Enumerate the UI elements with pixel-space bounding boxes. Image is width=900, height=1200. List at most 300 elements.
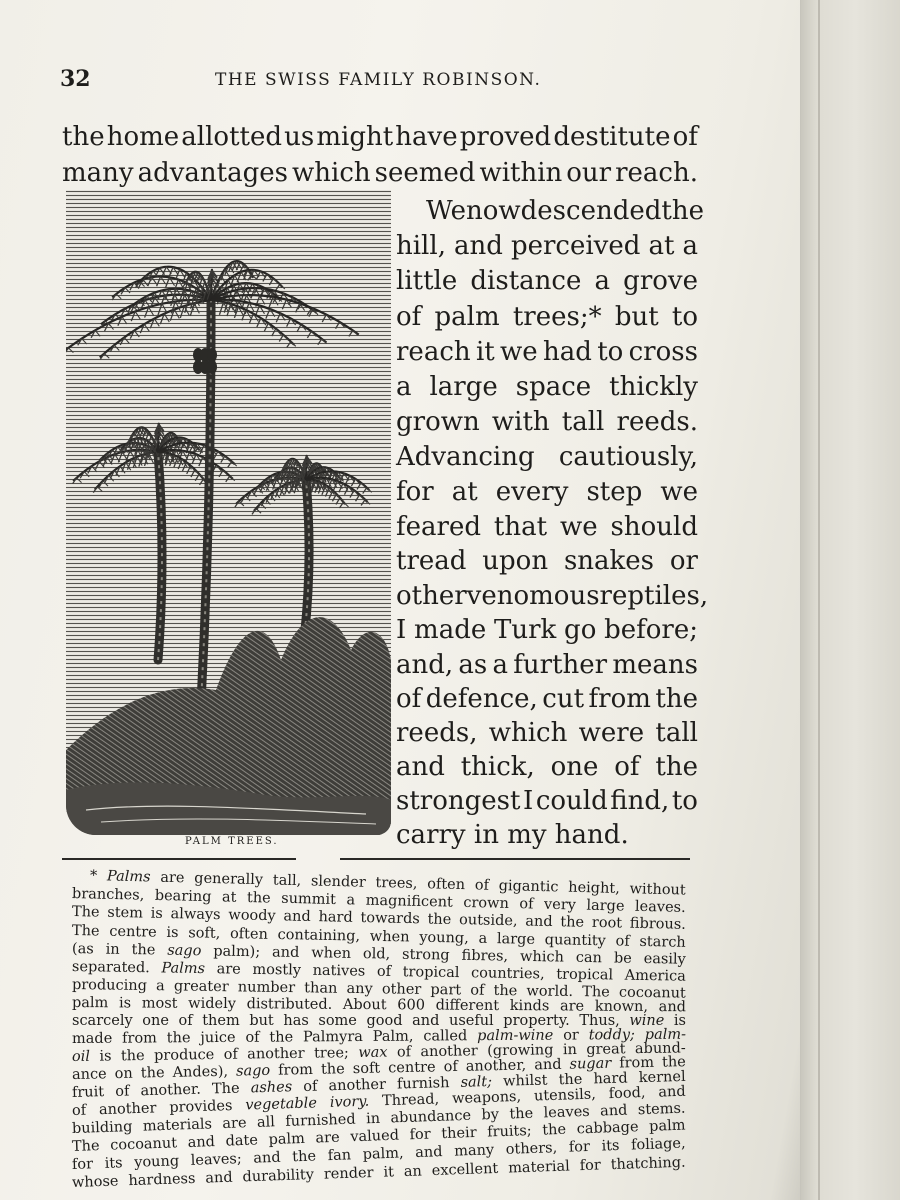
footnote-word: leaves.	[634, 898, 686, 916]
footnote-word: in	[365, 1110, 381, 1128]
palm-trees-illustration	[66, 190, 391, 835]
body-line	[396, 581, 709, 611]
word: venomous	[466, 581, 600, 611]
footnote-word: bearing	[154, 887, 212, 906]
footnote-word: the	[246, 889, 271, 907]
footnote-word: the	[140, 1065, 165, 1082]
footnote-word: large	[586, 897, 625, 915]
footnote-word: is	[673, 1013, 686, 1029]
footnote-rule	[340, 858, 690, 860]
body-line	[396, 407, 698, 437]
footnote-word: any	[346, 980, 373, 998]
footnote-word: its	[601, 1137, 620, 1155]
footnote-word: which	[519, 948, 565, 966]
footnote-word: cocoanut	[618, 984, 686, 1002]
footnote-word: and	[283, 908, 311, 925]
footnote-word: are	[160, 869, 185, 887]
footnote-word: salt;	[460, 1074, 493, 1091]
word: with	[491, 407, 550, 437]
footnote-word: one	[142, 1013, 169, 1029]
word: we	[500, 337, 538, 367]
footnote-word: of	[223, 1046, 238, 1063]
word: strongest	[396, 786, 521, 816]
footnote-word: is	[150, 905, 164, 922]
footnote-word: from	[122, 1030, 157, 1047]
footnote-word: great	[586, 1041, 626, 1058]
footnote-word: but	[249, 1013, 274, 1029]
footnote-word: whilst	[502, 1072, 548, 1090]
footnote-word: good	[366, 1013, 403, 1029]
footnote-word: another.	[140, 1081, 202, 1100]
word: further	[513, 650, 608, 680]
footnote-word: starch	[639, 933, 686, 951]
footnote-word: oil	[71, 1048, 91, 1065]
footnote-word: mostly	[252, 961, 302, 979]
word: within	[479, 158, 563, 188]
footnote-word: The	[71, 923, 100, 940]
footnote-word: often	[427, 876, 466, 894]
word: we	[660, 477, 698, 507]
footnote-word: a	[155, 978, 165, 995]
word: the	[661, 196, 704, 226]
footnote-word: vegetable	[245, 1095, 318, 1114]
footnote-word: height,	[568, 879, 621, 897]
word: snakes	[563, 546, 655, 576]
footnote-word: the	[542, 1121, 567, 1139]
footnote-word: than	[304, 980, 338, 997]
footnote-word: (growing	[487, 1042, 554, 1060]
footnote-word: in	[562, 1041, 577, 1059]
footnote-word: and	[412, 1013, 440, 1029]
footnote-word: fruit	[71, 1084, 105, 1101]
footnote-word: materials	[142, 1116, 213, 1135]
footnote-word: the	[320, 1061, 345, 1078]
footnote-word: countries,	[470, 965, 545, 983]
word: grown	[396, 407, 480, 437]
footnote-word: palm-wine	[477, 1027, 554, 1045]
word: We	[426, 196, 466, 226]
footnote-word: abund-	[634, 1040, 686, 1058]
footnote-word: weapons,	[451, 1088, 522, 1108]
running-title: THE SWISS FAMILY ROBINSON.	[215, 70, 542, 90]
footnote-word: some	[318, 1013, 357, 1029]
word: a	[492, 650, 509, 680]
word: reeds.	[616, 407, 698, 437]
word: every	[495, 477, 569, 507]
footnote-word: of	[178, 1013, 193, 1029]
word: tall	[655, 718, 698, 748]
footnote-word: food,	[608, 1084, 646, 1103]
footnote-word: of	[396, 1044, 412, 1061]
word: to	[597, 337, 624, 367]
word: go	[564, 615, 597, 645]
body-line	[396, 442, 698, 472]
word: to	[671, 302, 698, 332]
footnote-word: wax	[358, 1044, 388, 1062]
footnote-word: their	[441, 1124, 477, 1143]
body-line	[396, 512, 698, 542]
footnote-word: young	[133, 1153, 180, 1171]
footnote-word: fibrous.	[629, 915, 687, 933]
footnote-word: world.	[526, 983, 574, 1000]
footnote-word: ance	[71, 1066, 107, 1083]
footnote-word: root	[591, 914, 623, 932]
body-line	[62, 122, 698, 152]
page-number: 32	[60, 66, 91, 92]
word: and,	[396, 650, 454, 680]
word: tall	[561, 407, 605, 437]
word: should	[610, 512, 698, 542]
footnote-word: of	[71, 1102, 87, 1119]
footnote-word: towards	[360, 910, 420, 928]
footnote-word: the	[120, 1047, 145, 1065]
footnote-word: other	[381, 981, 422, 998]
word: reach	[396, 337, 471, 367]
footnote-word: (as	[71, 941, 94, 958]
footnote-word: the	[558, 1071, 583, 1089]
footnote-word: slender	[310, 873, 366, 891]
footnote-word: another	[328, 1076, 387, 1095]
footnote-word: are	[559, 998, 585, 1015]
footnote-word: America	[624, 967, 686, 985]
footnote-word: foliage,	[630, 1135, 686, 1154]
word: us	[284, 122, 315, 152]
word: tread	[396, 546, 467, 576]
footnote-word: made	[71, 1030, 113, 1047]
body-line	[396, 231, 698, 261]
footnote-word: date	[225, 1132, 259, 1150]
word: from	[588, 684, 651, 714]
word: defence,	[425, 684, 538, 714]
footnote-word: them	[202, 1013, 240, 1029]
footnote-word: produce	[153, 1047, 215, 1064]
word: have	[395, 122, 458, 152]
footnote-word: wine	[629, 1013, 665, 1029]
word: it	[475, 337, 495, 367]
footnote-word: sago	[235, 1062, 271, 1080]
footnote-word: is	[99, 1048, 112, 1065]
body-line	[396, 718, 698, 748]
footnote-word: cocoanut	[109, 1135, 178, 1154]
footnote-word: another	[98, 1100, 157, 1119]
footnote-word: when	[311, 945, 352, 962]
footnote-word: be	[613, 950, 632, 967]
footnote-word: of	[245, 1029, 260, 1046]
footnote-word: has	[283, 1013, 309, 1029]
footnote-word: the	[166, 1030, 191, 1047]
word: find,	[610, 786, 670, 816]
footnote-word: centre	[109, 923, 157, 941]
word: many	[62, 158, 134, 188]
word: which	[292, 158, 371, 188]
word: made	[414, 615, 487, 645]
illustration-caption: PALM TREES.	[185, 836, 279, 847]
footnote-word: sago	[167, 942, 202, 960]
word: of	[614, 752, 640, 782]
footnote-word: without	[629, 881, 686, 899]
footnote-word: of	[443, 1058, 458, 1076]
footnote-word: of	[519, 896, 534, 913]
footnote-word: from	[278, 1061, 314, 1079]
footnote-word: of	[376, 963, 392, 981]
footnote-word: the	[661, 1054, 686, 1071]
footnote-word: the	[269, 1029, 294, 1046]
footnote-word: palm	[268, 1130, 306, 1149]
footnote-word: crown	[463, 894, 510, 912]
word: at	[451, 477, 478, 507]
footnote-word: About	[342, 996, 387, 1014]
footnote-word: utensils,	[533, 1086, 597, 1105]
footnote-word: for	[568, 1138, 591, 1156]
word: that	[493, 512, 548, 542]
footnote-word: at	[221, 889, 237, 906]
footnote-word: stems.	[637, 1100, 686, 1119]
footnote-word: for	[409, 1126, 431, 1144]
footnote-word: scarcely	[72, 1013, 133, 1029]
footnote-word: part	[430, 982, 462, 999]
footnote-word: another	[247, 1045, 305, 1063]
footnote-word: leaves;	[190, 1151, 242, 1169]
footnote-word: valued	[350, 1127, 400, 1146]
word: reeds,	[396, 718, 478, 748]
word: I	[396, 615, 407, 645]
word: cut	[542, 684, 585, 714]
footnote-word: Palms	[161, 960, 206, 978]
footnote-word: kinds	[509, 998, 550, 1015]
footnote-word: is	[166, 924, 179, 942]
footnote-word: an	[403, 1163, 423, 1180]
footnote-word: Thus,	[579, 1013, 620, 1029]
word: advantages	[137, 158, 288, 188]
word: the	[655, 752, 698, 782]
word: upon	[482, 546, 549, 576]
word: large	[429, 372, 498, 402]
footnote-word: are	[315, 1129, 340, 1147]
word: means	[612, 650, 698, 680]
word: of	[396, 684, 422, 714]
word: our	[566, 158, 612, 188]
word: which	[488, 718, 568, 748]
word: reach.	[615, 158, 698, 188]
footnote-word: cabbage	[576, 1119, 639, 1138]
footnote-word: provides	[169, 1097, 233, 1116]
footnote-word: young,	[419, 929, 469, 947]
footnote-word: the	[509, 1105, 534, 1123]
footnote-word: material	[507, 1158, 571, 1177]
footnote-word: when	[369, 928, 410, 946]
footnote-word: quantity	[544, 932, 606, 950]
footnote-word: fan	[327, 1147, 352, 1165]
footnote-word: trees,	[375, 874, 418, 893]
footnote-word: the	[131, 942, 156, 959]
footnote-word: leaves	[543, 1103, 590, 1122]
footnote-word: and	[534, 1056, 562, 1074]
footnote-word: fruits;	[486, 1122, 532, 1141]
footnote-word: on	[114, 1065, 133, 1083]
body-line	[396, 372, 698, 402]
body-line	[396, 302, 698, 332]
word: trees;*	[512, 302, 602, 332]
word: of	[672, 122, 698, 152]
word: to	[671, 786, 698, 816]
footnote-word: The	[71, 904, 100, 921]
word: or	[669, 546, 698, 576]
footnote-word: generally	[194, 870, 264, 889]
footnote-word: and	[205, 1169, 233, 1187]
body-line	[426, 196, 704, 226]
word: a	[682, 231, 698, 261]
footnote-word: soft	[352, 1060, 381, 1078]
word: cautiously,	[558, 442, 698, 472]
body-line	[396, 615, 698, 645]
footnote-word: always	[170, 906, 221, 924]
footnote-word: kernel	[638, 1068, 686, 1087]
word: descended	[520, 196, 662, 226]
footnote-word: gigantic	[498, 877, 559, 896]
footnote-word: abundance	[390, 1107, 472, 1127]
footnote-word: of	[474, 877, 490, 894]
footnote-word: Palm,	[372, 1028, 414, 1045]
word: a	[594, 266, 611, 296]
word: and	[396, 752, 445, 782]
footnote-word: Palms	[106, 868, 151, 886]
footnote-word: building	[71, 1119, 133, 1137]
footnote-word: and	[271, 944, 300, 961]
word: Advancing	[396, 442, 535, 472]
body-line-last: carry in my hand.	[396, 820, 629, 850]
word: space	[515, 372, 592, 402]
word: for	[396, 477, 434, 507]
footnote-word: and	[253, 1149, 281, 1167]
footnote-word: old,	[362, 946, 391, 963]
footnote-word: its	[104, 1155, 123, 1172]
footnote-word: furnished	[285, 1111, 356, 1130]
word: allotted	[181, 122, 283, 152]
word: proved	[459, 122, 552, 152]
footnote-word: and	[599, 1102, 628, 1120]
word: the	[655, 684, 698, 714]
footnote-word: can	[575, 949, 603, 967]
body-line	[396, 546, 698, 576]
body-line	[396, 266, 698, 296]
footnote-word: The	[71, 1138, 100, 1155]
footnote-word: producing	[71, 977, 148, 995]
footnote-word: stem	[107, 904, 144, 922]
footnote-word: called	[423, 1028, 468, 1045]
fruit-cluster	[207, 360, 217, 374]
word: feared	[396, 512, 481, 542]
footnote-word: often	[229, 926, 269, 943]
word: and	[454, 231, 503, 261]
word: Turk	[494, 615, 557, 645]
footnote-word: render	[323, 1165, 374, 1183]
word: home	[106, 122, 180, 152]
footnote-word: large	[496, 931, 536, 948]
footnote-word: hard	[593, 1070, 628, 1088]
footnote-word: of	[615, 933, 630, 950]
footnote-word: Palmyra	[302, 1028, 363, 1046]
word: a	[396, 372, 412, 402]
footnote-word: natives	[312, 962, 366, 980]
word: little	[396, 266, 458, 296]
footnote-word: are	[222, 1115, 247, 1133]
footnote-word: strong	[401, 946, 450, 964]
word: as	[458, 650, 488, 680]
footnote-word: the	[560, 914, 585, 931]
footnote-word: another,	[465, 1057, 527, 1075]
opposite-page-edge	[795, 0, 900, 1200]
word: step	[586, 477, 643, 507]
footnote-word: others,	[505, 1140, 558, 1158]
body-line	[396, 786, 698, 816]
footnote-word: furnish	[396, 1075, 450, 1093]
footnote-word: number	[237, 979, 296, 997]
footnote-word: woody	[228, 907, 276, 925]
word: could	[535, 786, 608, 816]
footnote-word: The	[582, 984, 610, 1001]
footnote-word: is	[118, 995, 132, 1012]
footnote-word: ivory.	[329, 1093, 370, 1111]
footnote-word: fibres,	[461, 947, 509, 965]
word: distance	[470, 266, 582, 296]
footnote-word: Andes),	[172, 1063, 229, 1081]
footnote-word: hardness	[128, 1170, 196, 1190]
footnote-rule	[62, 858, 296, 860]
body-line	[396, 337, 698, 367]
word: might	[316, 122, 394, 152]
footnote-word: by	[481, 1106, 500, 1124]
word: before;	[604, 615, 698, 645]
footnote-word: thatching.	[610, 1154, 686, 1174]
footnote-word: sugar	[569, 1055, 612, 1073]
footnote-word: and	[658, 1083, 686, 1101]
footnote-word: branches,	[71, 886, 145, 904]
word: of	[396, 302, 422, 332]
footnote-word: property.	[503, 1013, 570, 1029]
footnote-word: tree;	[313, 1045, 349, 1062]
footnote-word: separated.	[71, 959, 150, 977]
footnote-word: many	[453, 1142, 495, 1160]
fruit-cluster	[207, 348, 217, 362]
word: the	[62, 122, 105, 152]
footnote-word: known,	[594, 998, 649, 1016]
word: reptiles,	[599, 581, 709, 611]
footnote-word: tropical	[556, 966, 614, 984]
word: thickly	[609, 372, 698, 402]
footnote-word: of	[303, 1078, 318, 1095]
body-line	[396, 650, 698, 680]
footnote-word: summit	[281, 890, 337, 908]
word: thick,	[460, 752, 535, 782]
footnote-word: the	[493, 982, 518, 1000]
footnote-word: palm-	[644, 1026, 687, 1044]
word: I	[523, 786, 534, 816]
footnote-word: durability	[242, 1166, 315, 1186]
footnote-word: and	[525, 913, 553, 931]
word: had	[542, 337, 592, 367]
word: we	[559, 512, 598, 542]
footnote-word: soft,	[188, 925, 221, 942]
footnote-word: Thread,	[381, 1091, 440, 1110]
word: perceived	[510, 231, 641, 261]
footnote-word: a	[478, 930, 488, 947]
footnote-word: whose	[71, 1173, 119, 1191]
footnote-word: greater	[173, 978, 229, 996]
word: at	[648, 231, 675, 261]
footnote-word: are	[216, 961, 241, 978]
footnote-word: excellent	[431, 1160, 499, 1180]
footnote-word: in	[105, 941, 120, 958]
